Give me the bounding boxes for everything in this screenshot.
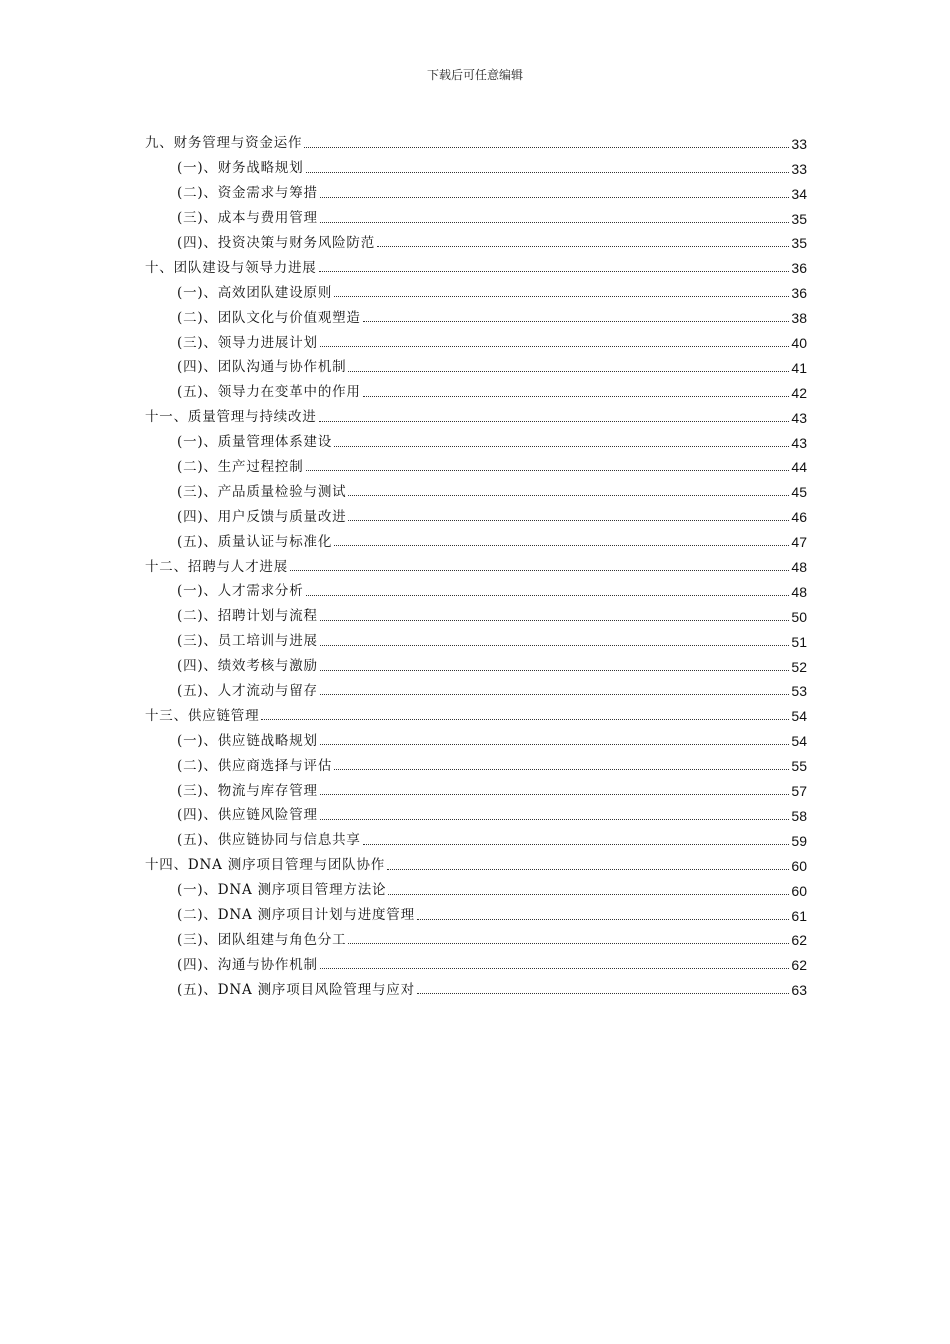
toc-entry-title: (四)、供应链风险管理 (177, 807, 318, 824)
toc-chapter-entry[interactable] (145, 549, 807, 574)
toc-chapter-entry[interactable] (145, 848, 807, 873)
toc-dot-leader (320, 694, 790, 695)
toc-section-entry[interactable] (145, 823, 807, 848)
toc-entry-title: (五)、质量认证与标准化 (177, 533, 333, 550)
toc-section-entry[interactable] (145, 201, 807, 226)
toc-entry-title: (四)、绩效考核与激励 (177, 658, 318, 675)
toc-dot-leader (363, 321, 790, 322)
toc-dot-leader (417, 993, 790, 994)
toc-dot-leader (320, 620, 790, 621)
toc-entry-title: (五)、供应链协同与信息共享 (177, 832, 361, 849)
toc-dot-leader (320, 670, 790, 671)
toc-entry-title: (三)、领导力进展计划 (177, 334, 318, 351)
toc-entry-title: (二)、团队文化与价值观塑造 (177, 309, 361, 326)
toc-dot-leader (348, 520, 789, 521)
toc-dot-leader (334, 446, 789, 447)
toc-chapter-entry[interactable] (145, 400, 807, 425)
toc-page-number: 53 (791, 683, 807, 700)
toc-page-number: 50 (791, 608, 807, 625)
toc-dot-leader (320, 222, 790, 223)
toc-section-entry[interactable] (145, 947, 807, 972)
toc-section-entry[interactable] (145, 873, 807, 898)
toc-dot-leader (261, 719, 789, 720)
toc-entry-title: (三)、物流与库存管理 (177, 782, 318, 799)
toc-dot-leader (387, 869, 789, 870)
toc-section-entry[interactable] (145, 798, 807, 823)
toc-page-number: 57 (791, 783, 807, 800)
toc-section-entry[interactable] (145, 425, 807, 450)
toc-section-entry[interactable] (145, 599, 807, 624)
toc-page-number: 34 (791, 185, 807, 202)
toc-page-number: 52 (791, 658, 807, 675)
toc-section-entry[interactable] (145, 375, 807, 400)
toc-section-entry[interactable] (145, 151, 807, 176)
toc-dot-leader (348, 371, 789, 372)
toc-page-number: 61 (791, 907, 807, 924)
toc-section-entry[interactable] (145, 524, 807, 549)
toc-entry-title: (四)、团队沟通与协作机制 (177, 359, 347, 376)
toc-page-number: 36 (791, 260, 807, 277)
toc-section-entry[interactable] (145, 325, 807, 350)
toc-page-number: 33 (791, 135, 807, 152)
toc-dot-leader (320, 744, 790, 745)
toc-page-number: 42 (791, 384, 807, 401)
toc-entry-title: (一)、高效团队建设原则 (177, 284, 333, 301)
toc-page-number: 46 (791, 509, 807, 526)
toc-entry-title: 十二、招聘与人才进展 (145, 558, 288, 575)
toc-dot-leader (320, 819, 790, 820)
toc-section-entry[interactable] (145, 923, 807, 948)
toc-section-entry[interactable] (145, 499, 807, 524)
toc-entry-title: (二)、生产过程控制 (177, 458, 304, 475)
toc-entry-title: (三)、团队组建与角色分工 (177, 931, 347, 948)
toc-entry-title: 十、团队建设与领导力进展 (145, 259, 317, 276)
toc-page-number: 47 (791, 534, 807, 551)
toc-section-entry[interactable] (145, 574, 807, 599)
toc-section-entry[interactable] (145, 474, 807, 499)
toc-page-number: 48 (791, 583, 807, 600)
toc-section-entry[interactable] (145, 972, 807, 997)
toc-dot-leader (320, 968, 790, 969)
toc-entry-title: (一)、DNA 测序项目管理方法论 (177, 882, 387, 899)
toc-dot-leader (334, 769, 789, 770)
toc-entry-title: (三)、产品质量检验与测试 (177, 483, 347, 500)
toc-chapter-entry[interactable] (145, 698, 807, 723)
toc-dot-leader (320, 794, 790, 795)
toc-chapter-entry[interactable] (145, 126, 807, 151)
toc-page-number: 35 (791, 235, 807, 252)
toc-page-number: 41 (791, 359, 807, 376)
toc-page-number: 59 (791, 832, 807, 849)
toc-page-number: 33 (791, 160, 807, 177)
toc-dot-leader (290, 570, 789, 571)
header-note: 下载后可任意编辑 (426, 68, 523, 82)
toc-page-number: 43 (791, 409, 807, 426)
toc-dot-leader (319, 271, 790, 272)
toc-entry-title: (二)、DNA 测序项目计划与进度管理 (177, 907, 415, 923)
toc-entry-title: (一)、财务战略规划 (177, 160, 304, 177)
toc-section-entry[interactable] (145, 649, 807, 674)
toc-dot-leader (363, 396, 790, 397)
toc-page-number: 55 (791, 758, 807, 775)
toc-page-number: 58 (791, 807, 807, 824)
toc-section-entry[interactable] (145, 226, 807, 251)
toc-dot-leader (334, 296, 789, 297)
toc-dot-leader (320, 645, 790, 646)
toc-page-number: 54 (791, 733, 807, 750)
toc-section-entry[interactable] (145, 773, 807, 798)
toc-page-number: 44 (791, 459, 807, 476)
toc-entry-title: (三)、成本与费用管理 (177, 210, 318, 227)
toc-entry-title: (四)、投资决策与财务风险防范 (177, 234, 376, 251)
toc-dot-leader (348, 495, 789, 496)
toc-dot-leader (388, 894, 789, 895)
toc-chapter-entry[interactable] (145, 250, 807, 275)
toc-entry-title: (五)、人才流动与留存 (177, 682, 318, 699)
toc-page-number: 60 (791, 882, 807, 899)
table-of-contents (145, 126, 807, 997)
toc-section-entry[interactable] (145, 674, 807, 699)
toc-page-number: 62 (791, 957, 807, 974)
toc-entry-title: (二)、供应商选择与评估 (177, 757, 333, 774)
toc-entry-title: 九、财务管理与资金运作 (145, 135, 303, 152)
toc-entry-title: (四)、用户反馈与质量改进 (177, 508, 347, 525)
toc-section-entry[interactable] (145, 450, 807, 475)
toc-entry-title: (一)、质量管理体系建设 (177, 434, 333, 451)
toc-page-number: 51 (791, 633, 807, 650)
toc-page-number: 43 (791, 434, 807, 451)
toc-dot-leader (304, 147, 789, 148)
toc-section-entry[interactable] (145, 723, 807, 748)
toc-section-entry[interactable] (145, 748, 807, 773)
toc-entry-title: (一)、供应链战略规划 (177, 732, 318, 749)
toc-entry-title: (一)、人才需求分析 (177, 583, 304, 600)
toc-dot-leader (319, 421, 790, 422)
toc-page-number: 60 (791, 857, 807, 874)
toc-dot-leader (306, 172, 790, 173)
toc-section-entry[interactable] (145, 898, 807, 923)
toc-section-entry[interactable] (145, 350, 807, 375)
toc-page-number: 48 (791, 559, 807, 576)
toc-section-entry[interactable] (145, 300, 807, 325)
toc-section-entry[interactable] (145, 624, 807, 649)
toc-dot-leader (306, 470, 790, 471)
toc-entry-title: 十三、供应链管理 (145, 707, 260, 724)
toc-dot-leader (417, 919, 790, 920)
toc-section-entry[interactable] (145, 275, 807, 300)
toc-page-number: 45 (791, 484, 807, 501)
toc-dot-leader (348, 943, 789, 944)
toc-dot-leader (363, 844, 790, 845)
toc-entry-title: (二)、资金需求与筹措 (177, 185, 318, 202)
toc-page-number: 54 (791, 708, 807, 725)
toc-dot-leader (306, 595, 790, 596)
toc-dot-leader (320, 346, 790, 347)
toc-dot-leader (320, 197, 790, 198)
toc-page-number: 63 (791, 982, 807, 999)
toc-entry-title: 十四、DNA 测序项目管理与团队协作 (145, 857, 386, 874)
toc-page-number: 35 (791, 210, 807, 227)
toc-entry-title: (五)、DNA 测序项目风险管理与应对 (177, 981, 415, 998)
toc-section-entry[interactable] (145, 176, 807, 201)
toc-entry-title: (三)、员工培训与进展 (177, 633, 318, 650)
toc-page-number: 40 (791, 335, 807, 352)
toc-dot-leader (334, 545, 789, 546)
toc-dot-leader (377, 246, 789, 247)
toc-page-number: 38 (791, 310, 807, 327)
toc-entry-title: (四)、沟通与协作机制 (177, 956, 318, 973)
toc-page-number: 62 (791, 932, 807, 949)
toc-entry-title: (五)、领导力在变革中的作用 (177, 384, 361, 401)
toc-entry-title: (二)、招聘计划与流程 (177, 608, 318, 625)
toc-entry-title: 十一、质量管理与持续改进 (145, 409, 317, 426)
toc-page-number: 36 (791, 285, 807, 302)
